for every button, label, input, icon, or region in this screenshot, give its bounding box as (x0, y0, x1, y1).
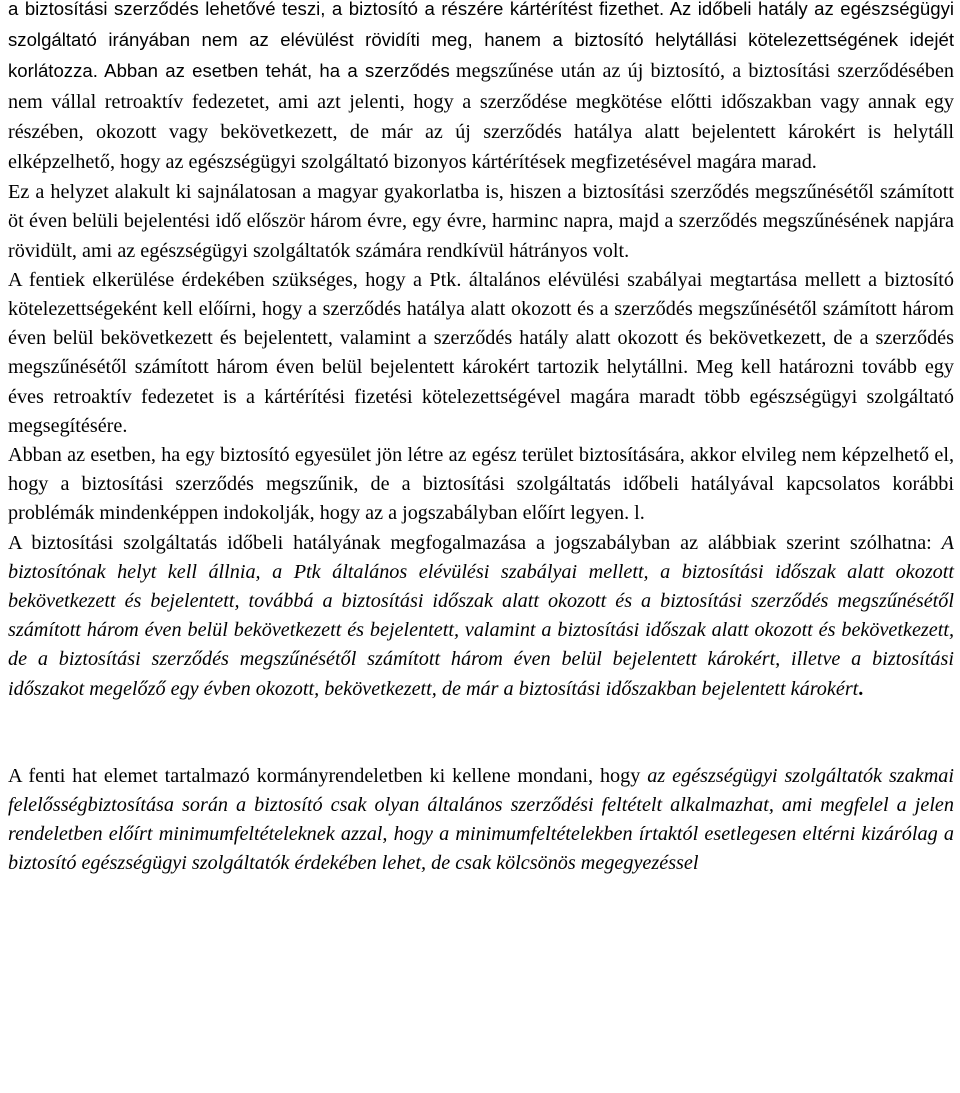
paragraph-1-serif-text: megszűnése után az új biztosító, a biztosítási szerződésében nem vállal retroaktív fedezetet, ami azt jelenti, hogy a szerződése megkötése előtti időszakban vagy annak egy részében, okozott vagy bekövetkezett, de már az új szerződés hatálya alatt bejelentett károkért is helytáll elképzelhető, hogy az egészségügyi szolgáltató bizonyos kártérítések megfizetésével magára marad. (8, 60, 954, 174)
paragraph-6-italic-text: az egészségügyi szolgáltatók szakmai felelősségbiztosítása során a biztosító csak olyan általános szerződési feltételt alkalmazhat, ami megfelel a jelen rendeletben előírt minimumfeltételeknek azzal, hogy a minimumfeltételekben írtaktól esetlegesen eltérni kizárólag a biztosító egészségügyi szolgáltatók érdekében lehet, de csak kölcsönös megegyezéssel (8, 764, 954, 875)
paragraph-5 (8, 529, 954, 704)
paragraph-5-lead-text: A biztosítási szolgáltatás időbeli hatályának megfogalmazása a jogszabályban az alábbiak szerint szólhatna: (8, 531, 942, 554)
paragraph-5-italic-text: A biztosítónak helyt kell állnia, a Ptk általános elévülési szabályai mellett, a biztosítási időszak alatt okozott bekövetkezett és bejelentett, továbbá a biztosítási időszak alatt okozott és a biztosítási szerződés megszűnésétől számított három éven belül bekövetkezett és bejelentett, valamint a biztosítási időszak alatt okozott és bekövetkezett, de a biztosítási szerződés megszűnésétől számított három éven belül bejelentett károkért, illetve a biztosítási időszakot megelőző egy évben okozott, bekövetkezett, de már a biztosítási időszakban bejelentett károkért (8, 531, 954, 700)
paragraph-1 (8, 0, 954, 178)
paragraph-1-sans-text: a biztosítási szerződés lehetővé teszi, a biztosító a részére kártérítést fizethet. Az időbeli hatály az egészségügyi szolgáltató irányában nem az elévülést rövidíti meg, hanem a biztosító helytállási kötelezettségének idejét korlátozza. Abban az esetben tehát, ha a szerződés (8, 0, 954, 82)
paragraph-spacer (8, 704, 954, 762)
paragraph-6 (8, 762, 954, 879)
paragraph-2: Ez a helyzet alakult ki sajnálatosan a magyar gyakorlatba is, hiszen a biztosítási szerződés megszűnésétől számított öt éven belüli bejelentési idő először három évre, egy évre, harminc napra, majd a szerződés megszűnésének napjára rövidült, ami az egészségügyi szolgáltatók számára rendkívül hátrányos volt. (8, 181, 954, 262)
paragraph-5-end-mark: . (858, 677, 864, 700)
paragraph-6-lead-text: A fenti hat elemet tartalmazó kormányrendeletben ki kellene mondani, hogy (8, 764, 648, 787)
paragraph-3: A fentiek elkerülése érdekében szükséges, hogy a Ptk. általános elévülési szabályai megtartása mellett a biztosító kötelezettségeként kell előírni, hogy a szerződés hatálya alatt okozott és a szerződés megszűnésétől számított három éven belül bekövetkezett és bejelentett, valamint a szerződés hatály alatt okozott és bekövetkezett, de a szerződés megszűnésétől számított három éven belül bejelentett károkért tartozik helytállni. Meg kell határozni tovább egy éves retroaktív fedezetet is a kártérítési fizetési kötelezettségével magára maradt több egészségügyi szolgáltató megsegítésére. (8, 268, 954, 437)
paragraph-4: Abban az esetben, ha egy biztosító egyesület jön létre az egész terület biztosítására, akkor elvileg nem képzelhető el, hogy a biztosítási szerződés megszűnik, de a biztosítási szolgáltatás időbeli hatályával kapcsolatos korábbi problémák mindenképpen indokolják, hogy az a jogszabályban előírt legyen. l. (8, 444, 954, 525)
